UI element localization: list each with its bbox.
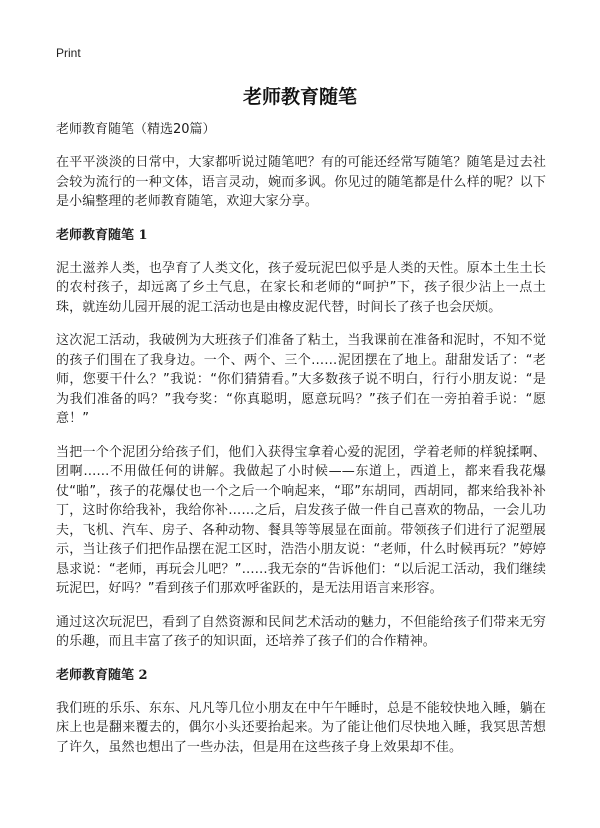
section-heading-1: 老师教育随笔 1 xyxy=(56,227,148,243)
section-1-paragraph-2: 这次泥工活动，我破例为大班孩子们准备了粘土，当我课前在准备和泥时，不知不觉的孩子们围在了我身边。一个、两个、三个……泥团摆在了地上。甜甜发话了：“老师，您要干什么？”我说：“你们猜猜看。”大多数孩子说不明白，行行小朋友说：“是为我们准备的吗？”我夸奖：“你真聪明，愿意玩吗？”孩子们在一旁拍着手说：“愿意！” xyxy=(56,333,546,426)
article-subtitle: 老师教育随笔（精选20篇） xyxy=(56,122,216,137)
section-1-paragraph-3: 当把一个个泥团分给孩子们，他们入获得宝拿着心爱的泥团，学着老师的样貌揉啊、团啊……不用做任何的讲解。我做起了小时候——东道上，西道上，都来看我花爆仗“啪”，孩子的花爆仗也一个之后一个响起来，“耶”东胡同，西胡同，都来给我补补丁，这时你给我补，我给你补……之后，启发孩子做一件自己喜欢的物品，一会儿功夫，飞机、汽车、房子、各种动物、餐具等等展显在面前。带领孩子们进行了泥塑展示，当让孩子们把作品摆在泥工区时，浩浩小朋友说：“老师，什么时候再玩？”婷婷恳求说：“老师，再玩会儿吧？”……我无奈的“告诉他们：“以后泥工活动，我们继续玩泥巴，好吗？”看到孩子们那欢呼雀跃的，是无法用语言来形容。 xyxy=(56,444,546,596)
article-body xyxy=(56,120,546,771)
page-title: 老师教育随笔 xyxy=(242,86,357,108)
print-link[interactable]: Print xyxy=(56,46,81,60)
section-2-paragraph-1: 我们班的乐乐、东东、凡凡等几位小朋友在中午午睡时，总是不能较快地入睡，躺在床上也是翻来覆去的，偶尔小头还要抬起来。为了能让他们尽快地入睡，我冥思苦想了许久，虽然也想出了一些办法，但是用在这些孩子身上效果却不佳。 xyxy=(56,700,546,755)
section-heading-2: 老师教育随笔 2 xyxy=(56,667,148,683)
intro-paragraph: 在平平淡淡的日常中，大家都听说过随笔吧？有的可能还经常写随笔？随笔是过去社会较为流行的一种文体，语言灵动，婉而多讽。你见过的随笔都是什么样的呢？以下是小编整理的老师教育随笔，欢迎大家分享。 xyxy=(56,155,546,209)
section-1-paragraph-4: 通过这次玩泥巴，看到了自然资源和民间艺术活动的魅力，不但能给孩子们带来无穷的乐趣，而且丰富了孩子的知识面，还培养了孩子们的合作精神。 xyxy=(56,614,546,649)
section-1-paragraph-1: 泥土滋养人类，也孕育了人类文化，孩子爱玩泥巴似乎是人类的天性。原本土生土长的农村孩子，却远离了乡土气息，在家长和老师的“呵护”下，孩子很少沾上一点土珠，就连幼儿园开展的泥工活动也是由橡皮泥代替，时间长了孩子也会厌烦。 xyxy=(56,260,546,315)
